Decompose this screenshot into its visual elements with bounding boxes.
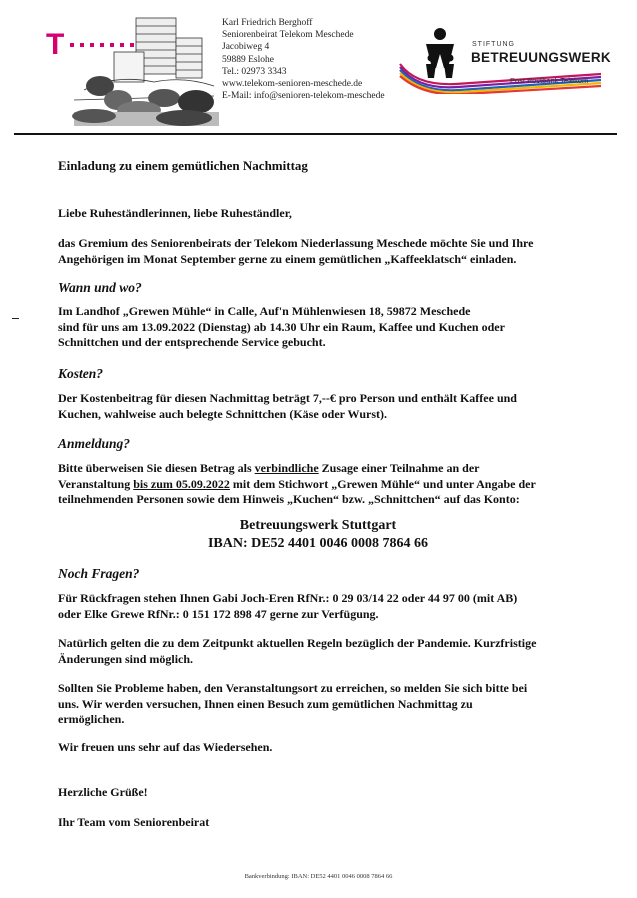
closing: Herzliche Grüße! bbox=[58, 785, 148, 799]
questions-line: Für Rückfragen stehen Ihnen Gabi Joch-Eren RfNr.: 0 29 03/14 22 oder 44 97 00 (mit AB) bbox=[58, 591, 518, 605]
logo-line2: BETREUUNGSWERK bbox=[471, 50, 611, 65]
letter-title: Einladung zu einem gemütlichen Nachmittag bbox=[58, 158, 308, 173]
cost-line: Kuchen, wahlweise auch belegte Schnittchen (Käse oder Wurst). bbox=[58, 406, 387, 421]
sender-city: 59889 Eslohe bbox=[222, 54, 274, 65]
intro-line: Angehörigen im Monat September gerne zu einem gemütlichen „Kaffeeklatsch“ einladen. bbox=[58, 251, 517, 266]
salutation: Liebe Ruheständlerinnen, liebe Ruheständler, bbox=[58, 206, 292, 220]
questions-paragraph bbox=[58, 591, 578, 622]
footer-bank-info: Bankverbindung: IBAN: DE52 4401 0046 0008 7864 66 bbox=[244, 873, 393, 880]
registration-line bbox=[58, 477, 578, 493]
questions-line: oder Elke Grewe RfNr.: 0 151 172 898 47 gerne zur Verfügung. bbox=[58, 606, 379, 621]
sender-phone: Tel.: 02973 3343 bbox=[222, 66, 287, 77]
reg-deadline-underlined: bis zum 05.09.2022 bbox=[133, 476, 230, 491]
sender-address bbox=[222, 17, 385, 102]
sender-website[interactable]: www.telekom-senioren-meschede.de bbox=[222, 79, 363, 90]
heading-questions: Noch Fragen? bbox=[58, 566, 140, 581]
trees-sketch bbox=[72, 76, 219, 126]
registration-line: teilnehmenden Personen sowie dem Hinweis „Kuchen“ bzw. „Schnittchen“ auf das Konto: bbox=[58, 492, 520, 506]
where-line: Schnittchen und der entsprechende Service gebucht. bbox=[58, 335, 326, 349]
header-divider bbox=[14, 133, 617, 135]
reg-binding-underlined: verbindliche bbox=[254, 461, 319, 475]
logo-subtitle: Post Postbank Telekom bbox=[510, 76, 589, 85]
cost-paragraph bbox=[58, 391, 578, 422]
reg-text: Bitte überweisen Sie diesen Betrag als bbox=[58, 461, 255, 475]
sender-name: Karl Friedrich Berghoff bbox=[222, 18, 313, 28]
registration-line bbox=[58, 461, 578, 477]
pandemic-line: Änderungen sind möglich. bbox=[58, 651, 194, 666]
sender-org: Seniorenbeirat Telekom Meschede bbox=[222, 30, 354, 41]
problems-line: Sollten Sie Probleme haben, den Veranstaltungsort zu erreichen, so melden Sie sich bitte bei bbox=[58, 681, 528, 695]
reg-text: mit dem Stichwort „Grewen Mühle“ und unter Angabe der bbox=[229, 476, 536, 491]
problems-line: ermöglichen. bbox=[58, 712, 125, 726]
bank-details bbox=[58, 517, 578, 553]
looking-forward: Wir freuen uns sehr auf das Wiedersehen. bbox=[58, 740, 273, 754]
sender-street: Jacobiweg 4 bbox=[222, 42, 270, 53]
intro-paragraph bbox=[58, 236, 578, 267]
bank-iban: IBAN: DE52 4401 0046 0008 7864 66 bbox=[207, 536, 429, 551]
sender-email[interactable]: E-Mail: info@senioren-telekom-meschede bbox=[222, 91, 385, 102]
when-where-paragraph bbox=[58, 304, 578, 351]
reg-text: Zusage einer Teilnahme an der bbox=[318, 461, 480, 475]
header-building-illustration bbox=[14, 12, 219, 130]
logo-line1: STIFTUNG bbox=[472, 41, 515, 48]
problems-line: uns. Wir werden versuchen, Ihnen einen Besuch zum gemütlichen Nachmittag zu bbox=[58, 696, 473, 711]
where-line: Im Landhof „Grewen Mühle“ in Calle, Auf'n Mühlenwiesen 18, 59872 Meschede bbox=[58, 304, 471, 318]
fold-mark bbox=[12, 318, 19, 319]
intro-line: das Gremium des Seniorenbeirats der Telekom Niederlassung Meschede möchte Sie und Ihre bbox=[58, 236, 534, 250]
reg-text: Veranstaltung bbox=[58, 476, 134, 491]
registration-paragraph bbox=[58, 461, 578, 508]
where-line: sind für uns am 13.09.2022 (Dienstag) ab 14.30 Uhr ein Raum, Kaffee und Kuchen oder bbox=[58, 319, 505, 334]
heading-cost: Kosten? bbox=[58, 366, 104, 381]
heading-registration: Anmeldung? bbox=[58, 436, 131, 451]
problems-paragraph bbox=[58, 681, 578, 728]
bank-name: Betreuungswerk Stuttgart bbox=[239, 518, 397, 533]
telekom-t-logo: T bbox=[46, 28, 65, 61]
signature: Ihr Team vom Seniorenbeirat bbox=[58, 815, 210, 829]
cost-line: Der Kostenbeitrag für diesen Nachmittag beträgt 7,--€ pro Person und enthält Kaffee und bbox=[58, 391, 517, 405]
pandemic-line: Natürlich gelten die zu dem Zeitpunkt aktuellen Regeln bezüglich der Pandemie. Kurzfristige bbox=[58, 636, 537, 650]
pandemic-paragraph bbox=[58, 636, 578, 667]
family-figures-icon bbox=[426, 28, 454, 78]
heading-when-where: Wann und wo? bbox=[58, 280, 142, 295]
